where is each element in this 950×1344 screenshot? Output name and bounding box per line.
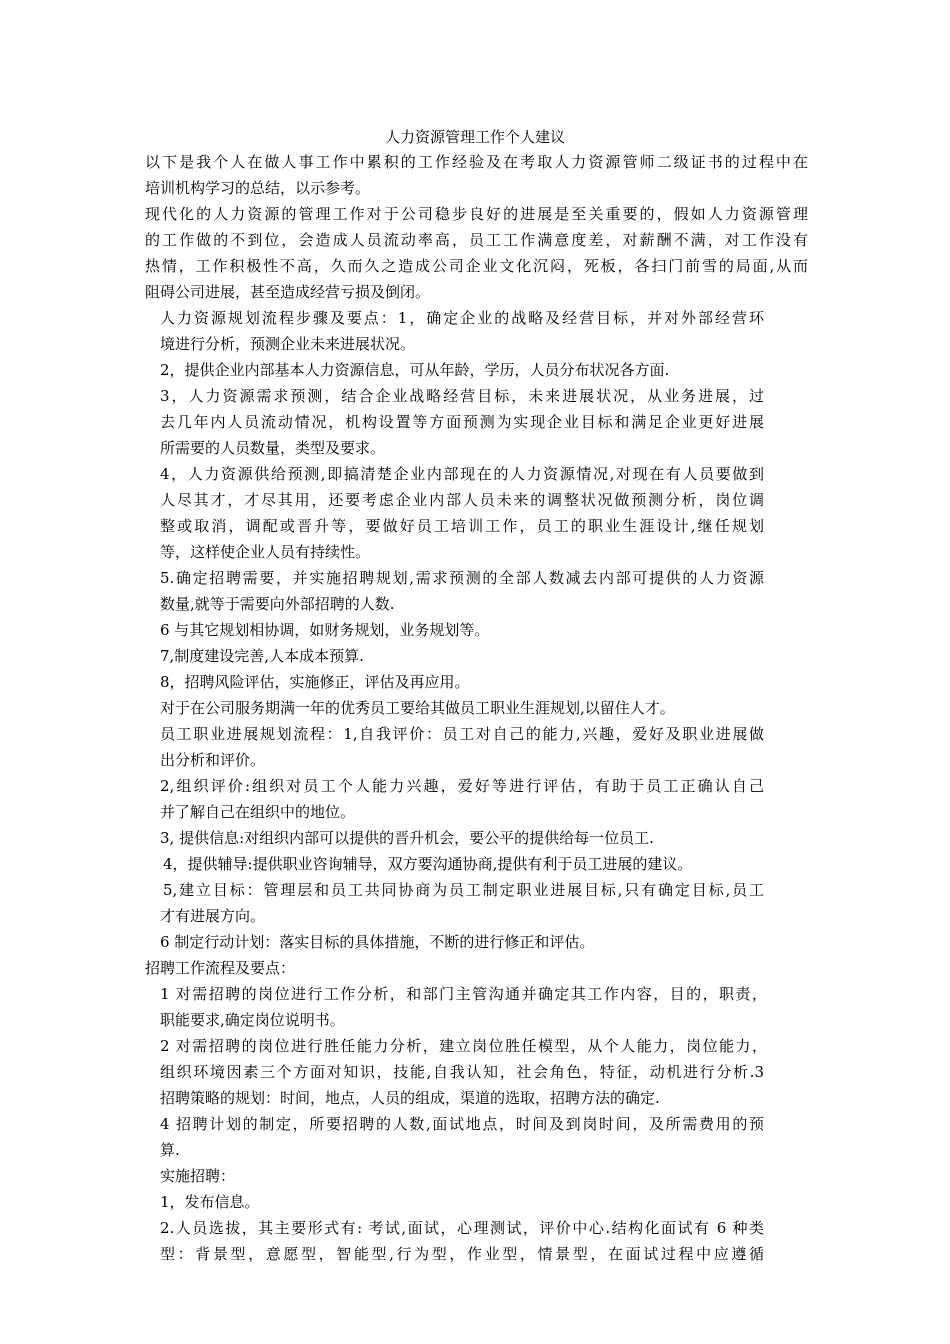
- paragraph-line: 4 招聘计划的制定，所要招聘的人数,面试地点，时间及到岗时间，及所需费用的预: [160, 1115, 764, 1133]
- paragraph-line: 数量,就等于需要向外部招聘的人数.: [160, 595, 395, 613]
- paragraph-line: 境进行分析，预测企业未来进展状况。: [160, 335, 416, 353]
- paragraph-line: 5,建立目标：管理层和员工共同协商为员工制定职业进展目标,只有确定目标,员工: [163, 881, 764, 899]
- paragraph-line: 1，发布信息。: [160, 1193, 260, 1211]
- paragraph-line: 型：背景型，意愿型，智能型,行为型，作业型，情景型，在面试过程中应遵循: [160, 1245, 764, 1263]
- paragraph-line: 以下是我个人在做人事工作中累积的工作经验及在考取人力资源管师二级证书的过程中在: [145, 153, 808, 171]
- paragraph-line: 现代化的人力资源的管理工作对于公司稳步良好的进展是至关重要的，假如人力资源管理: [145, 205, 808, 223]
- paragraph-line: 8，招聘风险评估，实施修正，评估及再应用。: [160, 673, 470, 691]
- paragraph-line: 实施招聘：: [160, 1167, 236, 1185]
- paragraph-line: 6 与其它规划相协调，如财务规划，业务规划等。: [160, 621, 490, 639]
- paragraph-line: 招聘策略的规划：时间，地点，人员的组成，渠道的选取，招聘方法的确定.: [160, 1089, 660, 1107]
- paragraph-line: 阻碍公司进展，甚至造成经营亏损及倒闭。: [145, 283, 431, 301]
- paragraph-line: 出分析和评价。: [160, 751, 266, 769]
- paragraph-line: 6 制定行动计划：落实目标的具体措施，不断的进行修正和评估。: [160, 933, 595, 951]
- paragraph-line: 4，提供辅导:提供职业咨询辅导，双方要沟通协商,提供有利于员工进展的建议。: [163, 855, 693, 873]
- paragraph-line: 3，人力资源需求预测，结合企业战略经营目标，未来进展状况，从业务进展，过: [160, 387, 764, 405]
- document-title: 人力资源管理工作个人建议: [384, 128, 565, 146]
- paragraph-line: 2，提供企业内部基本人力资源信息，可从年龄，学历，人员分布状况各方面.: [160, 361, 670, 379]
- paragraph-line: 1 对需招聘的岗位进行工作分析，和部门主管沟通并确定其工作内容，目的，职责，: [160, 985, 767, 1003]
- paragraph-line: 5.确定招聘需要，并实施招聘规划,需求预测的全部人数减去内部可提供的人力资源: [160, 569, 764, 587]
- paragraph-line: 整或取消，调配或晋升等，要做好员工培训工作，员工的职业生涯设计,继任规划: [160, 517, 764, 535]
- paragraph-line: 7,制度建设完善,人本成本预算.: [160, 647, 364, 665]
- paragraph-line: 去几年内人员流动情况，机构设置等方面预测为实现企业目标和满足企业更好进展: [160, 413, 764, 431]
- paragraph-line: 2.人员选拔，其主要形式有: 考试,面试，心理测试，评价中心.结构化面试有 6 种类: [160, 1219, 764, 1237]
- paragraph-line: 培训机构学习的总结，以示参考。: [145, 179, 371, 197]
- paragraph-line: 员工职业进展规划流程：1,自我评价：员工对自己的能力,兴趣，爱好及职业进展做: [160, 725, 764, 743]
- paragraph-line: 的工作做的不到位，会造成人员流动率高，员工工作满意度差，对薪酬不满，对工作没有: [145, 231, 808, 249]
- paragraph-line: 2,组织评价:组织对员工个人能力兴趣，爱好等进行评估，有助于员工正确认自己: [160, 777, 764, 795]
- paragraph-line: 4，人力资源供给预测,即搞清楚企业内部现在的人力资源情况,对现在有人员要做到: [160, 465, 764, 483]
- paragraph-line: 人尽其才，才尽其用，还要考虑企业内部人员未来的调整状况做预测分析，岗位调: [160, 491, 764, 509]
- paragraph-line: 等，这样使企业人员有持续性。: [160, 543, 371, 561]
- paragraph-line: 并了解自己在组织中的地位。: [160, 803, 356, 821]
- paragraph-line: 3, 提供信息:对组织内部可以提供的晋升机会，要公平的提供给每一位员工.: [160, 829, 654, 847]
- paragraph-line: 对于在公司服务期满一年的优秀员工要给其做员工职业生涯规划,以留住人才。: [160, 699, 675, 717]
- paragraph-line: 所需要的人员数量，类型及要求。: [160, 439, 386, 457]
- paragraph-line: 职能要求,确定岗位说明书。: [160, 1011, 345, 1029]
- paragraph-line: 才有进展方向。: [160, 907, 266, 925]
- paragraph-line: 2 对需招聘的岗位进行胜任能力分析，建立岗位胜任模型，从个人能力，岗位能力，: [160, 1037, 767, 1055]
- section-heading: 招聘工作流程及要点：: [145, 959, 296, 977]
- paragraph-line: 人力资源规划流程步骤及要点：1，确定企业的战略及经营目标，并对外部经营环: [160, 309, 764, 327]
- paragraph-line: 热情，工作积极性不高，久而久之造成公司企业文化沉闷，死板，各扫门前雪的局面,从而: [145, 257, 808, 275]
- paragraph-line: 组织环境因素三个方面对知识，技能,自我认知，社会角色，特征，动机进行分析.3: [160, 1063, 764, 1081]
- paragraph-line: 算.: [160, 1141, 180, 1159]
